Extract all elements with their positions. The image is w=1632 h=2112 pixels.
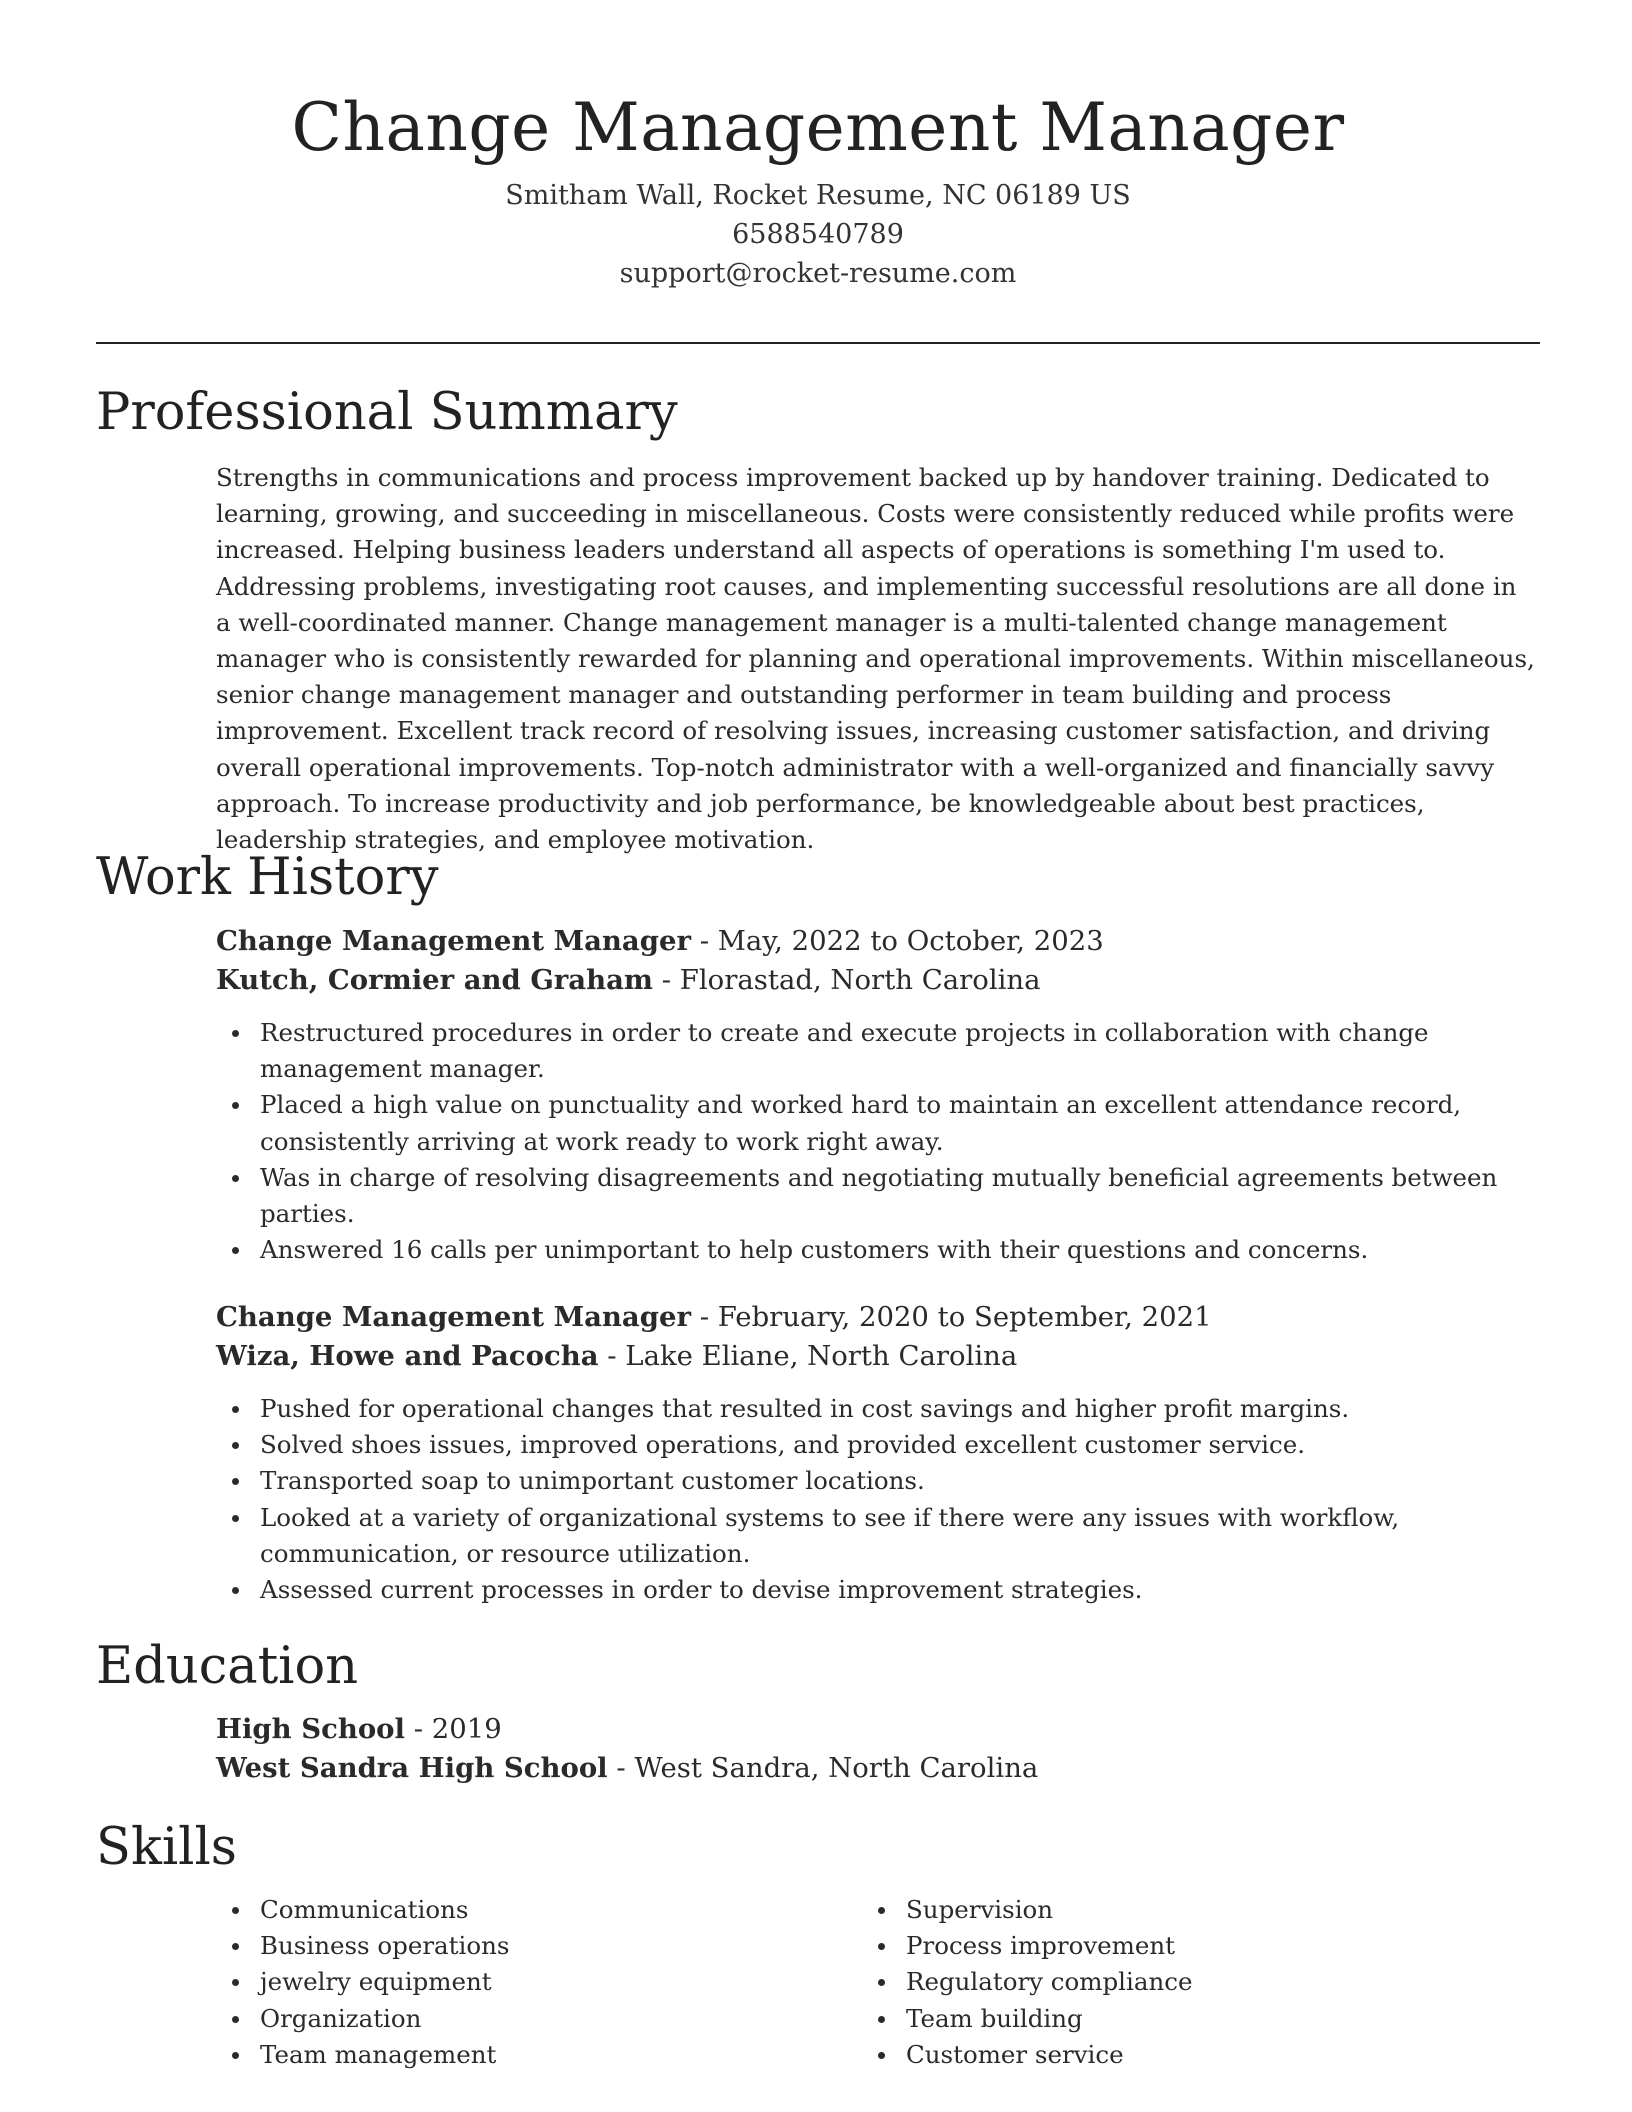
- job-company: Wiza, Howe and Pacocha: [216, 1340, 599, 1372]
- job-company: Kutch, Cormier and Graham: [216, 964, 654, 996]
- education-entry: [216, 1710, 1536, 1788]
- contact-address: Smitham Wall, Rocket Resume, NC 06189 US: [505, 180, 1131, 211]
- graduation-year: - 2019: [404, 1713, 502, 1745]
- skills-heading: Skills: [96, 1818, 237, 1877]
- summary-text: Strengths in communications and process improvement backed up by handover training. Dedicated to learning, growing, and succeeding in miscellaneous. Costs were consistently reduced while profits were increased. Helping business leaders understand all aspects of operations is something I'm used to. Addressing problems, investigating root causes, and implementing successful resolutions are all done in a well-coordinated manner. Change management manager is a multi-talented change management manager who is consistently rewarded for planning and operational improvements. Within miscellaneous, senior change management manager and outstanding performer in team building and process improvement. Excellent track record of resolving issues, increasing customer satisfaction, and driving overall operational improvements. Top-notch administrator with a well-organized and financially savvy approach. To increase productivity and job performance, be knowledgeable about best practices, leadership strategies, and employee motivation.: [216, 463, 1535, 855]
- school-line: [216, 1749, 1536, 1788]
- list-item: Transported soap to unimportant customer locations.: [216, 1463, 1536, 1499]
- list-item: Restructured procedures in order to create and execute projects in collaboration with change management manager.: [216, 1015, 1536, 1087]
- list-item: Answered 16 calls per unimportant to help customers with their questions and concerns.: [216, 1232, 1536, 1268]
- job-location: - Florastad, North Carolina: [653, 964, 1041, 996]
- list-item: Pushed for operational changes that resulted in cost savings and higher profit margins.: [216, 1391, 1536, 1427]
- summary-section: [216, 460, 1536, 858]
- list-item: Placed a high value on punctuality and worked hard to maintain an excellent attendance record, consistently arriving at work ready to work right away.: [216, 1087, 1536, 1159]
- summary-heading: Professional Summary: [96, 383, 678, 442]
- skill-item: Team management: [216, 2037, 856, 2073]
- job-title-line: [216, 922, 1536, 961]
- list-item: Solved shoes issues, improved operations, and provided excellent customer service.: [216, 1427, 1536, 1463]
- job-entry: [216, 1298, 1536, 1608]
- school-location: - West Sandra, North Carolina: [607, 1752, 1039, 1784]
- job-position: Change Management Manager: [216, 1301, 691, 1333]
- skills-column-left: [216, 1892, 856, 2073]
- list-item: Looked at a variety of organizational systems to see if there were any issues with workflow, communication, or resource utilization.: [216, 1500, 1536, 1572]
- school-name: West Sandra High School: [216, 1752, 608, 1784]
- skill-item: Supervision: [862, 1892, 1502, 1928]
- education-heading: Education: [96, 1637, 359, 1696]
- skill-item: Process improvement: [862, 1928, 1502, 1964]
- skills-column-right: [862, 1892, 1502, 2073]
- resume-header: [96, 80, 1540, 293]
- skill-item: Business operations: [216, 1928, 856, 1964]
- skill-item: Regulatory compliance: [862, 1964, 1502, 2000]
- job-dates: - May, 2022 to October, 2023: [690, 925, 1104, 957]
- skill-item: Team building: [862, 2001, 1502, 2037]
- contact-email: support@rocket-resume.com: [619, 258, 1017, 289]
- job-duties-list: [216, 1015, 1536, 1268]
- skill-item: jewelry equipment: [216, 1964, 856, 2000]
- job-duties-list: [216, 1391, 1536, 1608]
- candidate-name: Change Management Manager: [291, 89, 1345, 166]
- list-item: Assessed current processes in order to devise improvement strategies.: [216, 1572, 1536, 1608]
- work-history-heading: Work History: [96, 848, 439, 907]
- job-company-line: [216, 1337, 1536, 1376]
- job-title-line: [216, 1298, 1536, 1337]
- job-position: Change Management Manager: [216, 925, 691, 957]
- skills-list-right: [862, 1892, 1502, 2073]
- job-entry: [216, 922, 1536, 1268]
- job-dates: - February, 2020 to September, 2021: [690, 1301, 1212, 1333]
- contact-phone: 6588540789: [732, 219, 904, 250]
- list-item: Was in charge of resolving disagreements and negotiating mutually beneficial agreements between parties.: [216, 1160, 1536, 1232]
- header-divider: [96, 342, 1540, 344]
- degree-line: [216, 1710, 1536, 1749]
- degree-name: High School: [216, 1713, 405, 1745]
- job-company-line: [216, 961, 1536, 1000]
- skill-item: Customer service: [862, 2037, 1502, 2073]
- skill-item: Communications: [216, 1892, 856, 1928]
- skills-list-left: [216, 1892, 856, 2073]
- job-location: - Lake Eliane, North Carolina: [598, 1340, 1018, 1372]
- skill-item: Organization: [216, 2001, 856, 2037]
